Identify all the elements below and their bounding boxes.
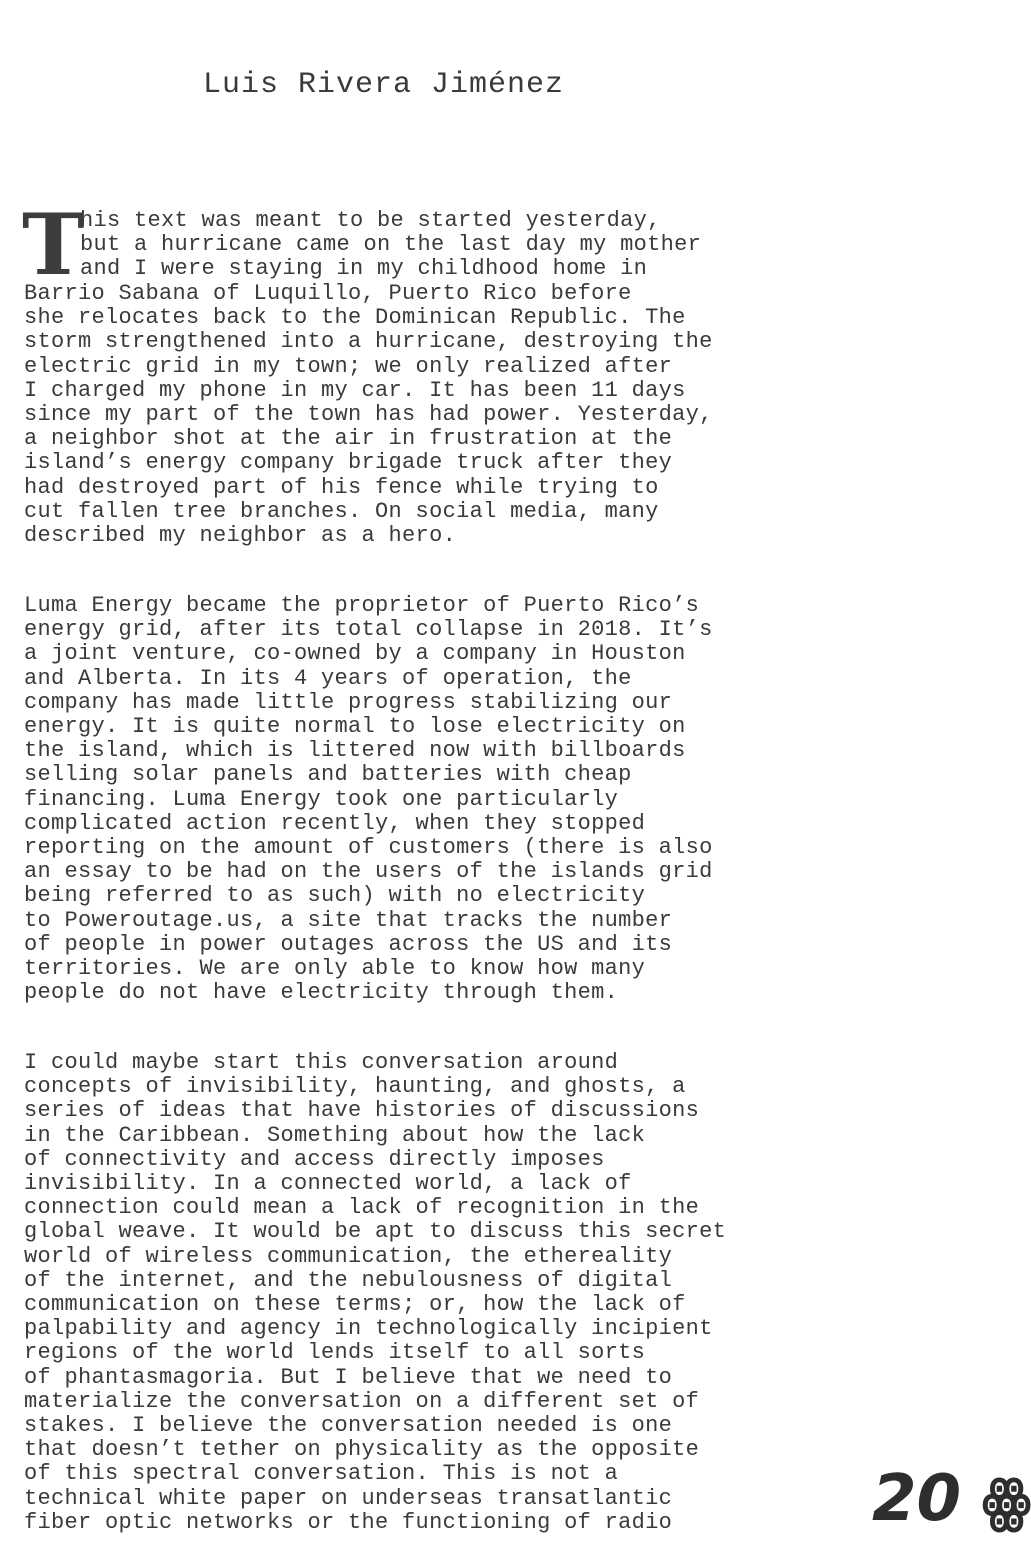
ornament-icon: ꙮ: [982, 1468, 1031, 1534]
paragraph-1-body: Barrio Sabana of Luquillo, Puerto Rico before she relocates back to the Dominican Republic. The storm strengthened into a hurricane, destroying the electric grid in my town; we only realized after I charged my phone in my car. It has been 11 days since my part of the town has had power. Yesterday, a neighbor shot at the air in frustration at the island’s energy company brigade truck after they had destroyed part of his fence while trying to cut fallen tree branches. On social media, many described my neighbor as a hero.: [24, 281, 713, 549]
author-name: Luis Rivera Jiménez: [203, 68, 565, 102]
paragraph-3: I could maybe start this conversation around concepts of invisibility, haunting, and ghosts, a series of ideas that have histories of discussions in the Caribbean. Something about how the lack of connectivity and access directly imposes invisibility. In a connected world, a lack of connection could mean a lack of recognition in the global weave. It would be apt to discuss this secret world of wireless communication, the ethereality of the internet, and the nebulousness of digital communication on these terms; or, how the lack of palpability and agency in technologically incipient regions of the world lends itself to all sorts of phantasmagoria. But I believe that we need to materialize the conversation on a different set of stakes. I believe the conversation needed is one that doesn’t tether on physicality as the opposite of this spectral conversation. This is not a technical white paper on underseas transatlantic fiber optic networks or the functioning of radio: [24, 1050, 727, 1535]
page-number: 20: [872, 1462, 962, 1536]
paragraph-2: Luma Energy became the proprietor of Puerto Rico’s energy grid, after its total collapse in 2018. It’s a joint venture, co-owned by a company in Houston and Alberta. In its 4 years of operation, the company has made little progress stabilizing our energy. It is quite normal to lose electricity on the island, which is littered now with billboards selling solar panels and batteries with cheap financing. Luma Energy took one particularly complicated action recently, when they stopped reporting on the amount of customers (there is also an essay to be had on the users of the islands grid being referred to as such) with no electricity to Poweroutage.us, a site that tracks the number of people in power outages across the US and its territories. We are only able to know how many people do not have electricity through them.: [24, 593, 713, 1006]
paragraph-1-opening-lines: his text was meant to be started yesterday, but a hurricane came on the last day my mother and I were staying in my childhood home in: [80, 208, 702, 282]
drop-cap: T: [22, 195, 85, 294]
